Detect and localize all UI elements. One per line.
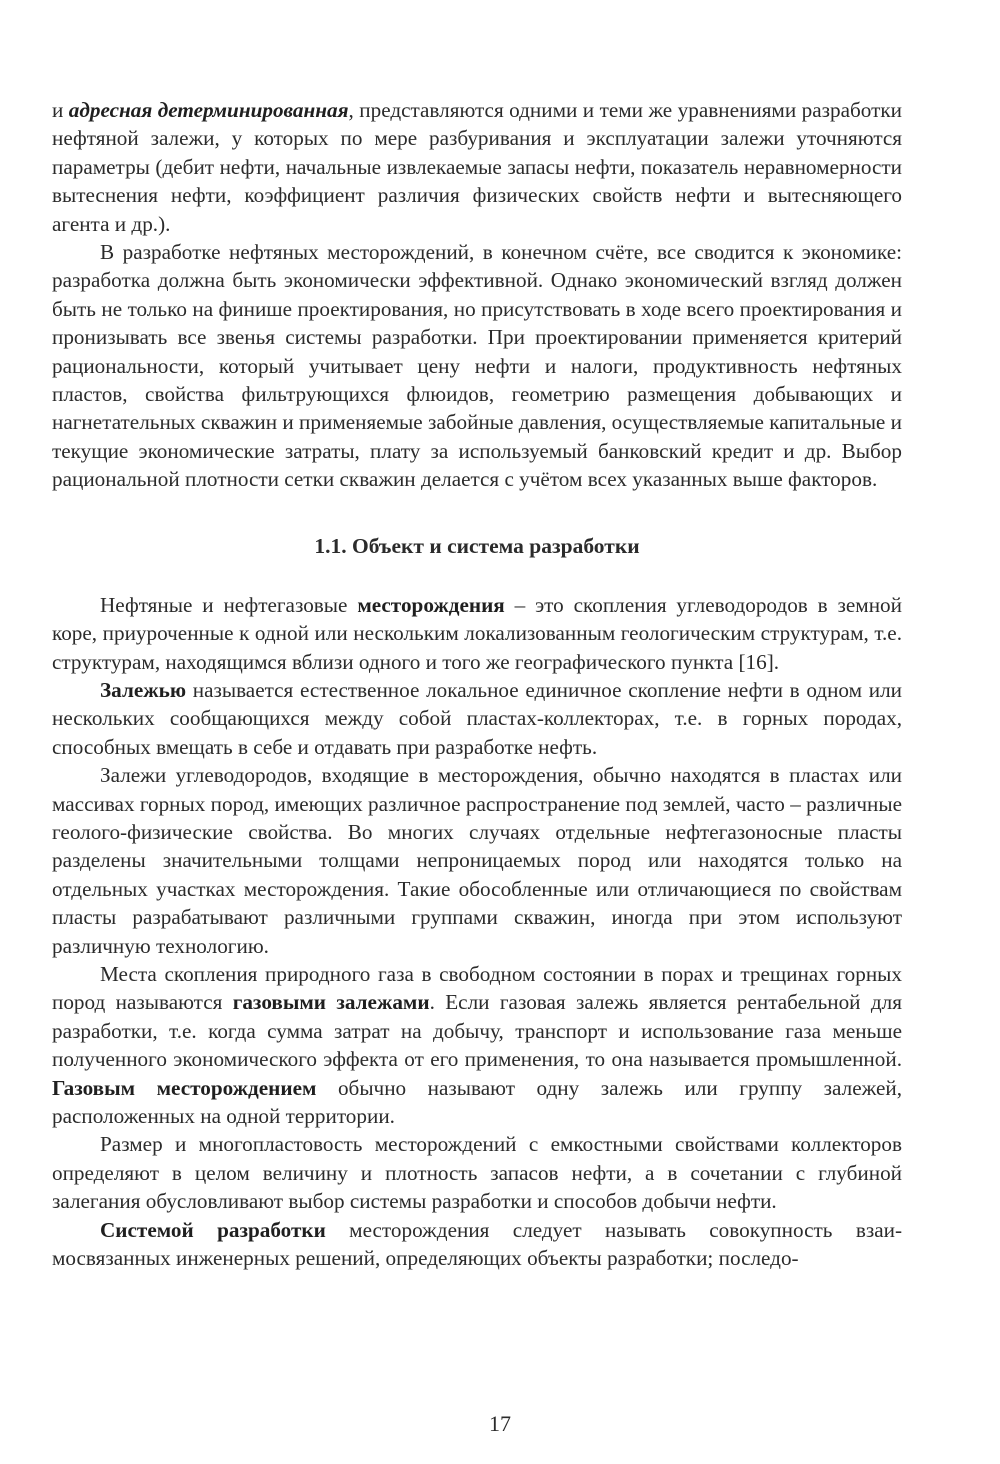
paragraph-1 xyxy=(52,96,902,238)
paragraph-6-lead: Места скопления природного газа в свободном состоянии в порах и трещинах горных пород называются xyxy=(52,961,902,1015)
page-number: 17 xyxy=(489,1411,511,1436)
paragraph-6 xyxy=(52,960,902,1130)
paragraph-1-lead: и xyxy=(52,98,69,122)
page-body xyxy=(52,96,902,1272)
term-development-system: Системой разработки xyxy=(100,1217,326,1242)
term-reservoir: Залежью xyxy=(100,677,187,702)
term-gas-field: Газовым месторождением xyxy=(52,1075,317,1100)
term-deposits: месторождения xyxy=(357,592,505,617)
paragraph-2: В разработке нефтяных месторождений, в конечном счёте, все сводится к экономике: разработка должна быть экономически эффективной. Однако экономический взгляд должен быть не только на финише проектирования, но присутствовать в ходе всего проектирования и пронизывать все звенья системы разработки. При проектировании применяется критерий рациональности, который учитывает цену нефти и налоги, продуктивность нефтяных пластов, свойства фильтрующихся флюидов, геометрию размещения добывающих и нагнетательных скважин и применяемые забойные давления, осуществляемые капитальные и текущие экономические затраты, плату за используемый банковский кредит и др. Выбор рациональной плотности сетки скважин делается с учётом всех указанных выше факторов. xyxy=(52,240,902,492)
paragraph-7: Размер и многопластовость месторождений с емкостными свойствами коллекторов определяют в целом величину и плотность запасов нефти, а в сочетании с глубиной залегания обусловливают выбор системы разработки и способов добычи нефти. xyxy=(52,1132,902,1214)
term-gas-reservoirs: газовыми залежами xyxy=(232,990,430,1015)
paragraph-1-text: , представляются одними и теми же уравнениями разработки нефтяной залежи, у которых по мере разбуривания и эксплуатации залежи уточняются параметры (дебит нефти, начальные извлекаемые запасы нефти, показатель неравномерности вытеснения нефти, коэффициент различия физических свойств нефти и вытесняющего агента и др.). xyxy=(52,98,902,236)
section-title: 1.1. Объект и система разработки xyxy=(314,533,640,558)
paragraph-6-mid: . Если газовая залежь является рентабельной для разработки, т.е. когда сумма затрат на добычу, транспорт и использование газа меньше полученного экономического эффекта от его применения, то она называется промышленной. xyxy=(52,990,902,1072)
paragraph-8-text: месторождения следует называть совокупность взаимосвязанных инженерных решений, определяющих объекты разработки; последо- xyxy=(52,1217,902,1271)
paragraph-5: Залежи углеводородов, входящие в месторождения, обычно находятся в пластах или массивах горных пород, имеющих различное распространение под землей, часто – различные геолого-физические свойства. Во многих случаях отдельные нефтегазоносные пласты разделены значительными толщами непроницаемых пород или находятся только на отдельных участках месторождения. Такие обособленные или отличающиеся по свойствам пласты разрабатывают различными группами скважин, иногда при этом используют различную технологию. xyxy=(52,763,903,958)
paragraph-3-lead: Нефтяные и нефтегазовые xyxy=(100,592,358,617)
paragraph-6-text: обычно называют одну залежь или группу залежей, расположенных на одной территории. xyxy=(52,1075,902,1128)
paragraph-4-text: называется естественное локальное единичное скопление нефти в одном или нескольких сообщающихся между собой пластах-коллекторах, т.е. в горных породах, способных вмещать в себе и отдавать при разработке нефть. xyxy=(52,677,902,759)
paragraph-3-text: – это скопления углеводородов в земной коре, приуроченные к одной или нескольким локализованным геологическим структурам, т.е. структурам, находящимся вблизи одного и того же географического пункта [16]. xyxy=(52,592,902,674)
paragraph-8 xyxy=(52,1216,902,1273)
paragraph-4 xyxy=(52,676,902,761)
paragraph-3 xyxy=(52,591,902,676)
term-address-deterministic: адресная детерминированная xyxy=(68,98,349,122)
